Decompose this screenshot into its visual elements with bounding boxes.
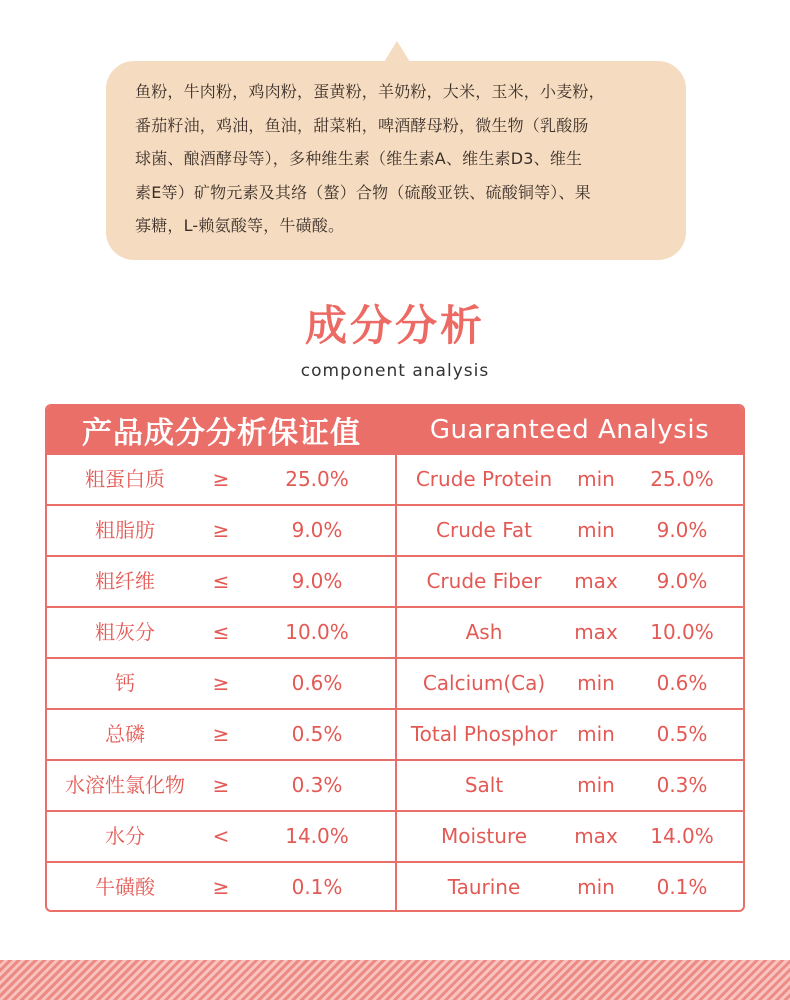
table-row (47, 861, 743, 912)
table-header (47, 406, 743, 453)
comparison-operator: ≥ (212, 467, 230, 491)
nutrient-value-en: 9.0% (656, 518, 708, 542)
min-max-label: max (574, 620, 618, 644)
nutrient-name-cn: 粗脂肪 (95, 518, 155, 542)
nutrient-name-cn: 水分 (105, 824, 145, 848)
striped-footer-band (0, 960, 790, 1000)
nutrient-value-en: 25.0% (650, 467, 714, 491)
comparison-operator: ≤ (212, 569, 230, 593)
table-body (47, 453, 743, 912)
table-header-en: Guaranteed Analysis (429, 414, 710, 445)
table-row (47, 708, 743, 759)
nutrient-value-cn: 25.0% (239, 455, 397, 504)
nutrient-value-en: 0.1% (656, 875, 708, 899)
nutrient-value-cn: 0.1% (239, 863, 397, 912)
guaranteed-analysis-table (45, 404, 745, 912)
nutrient-value-cn: 10.0% (239, 608, 397, 657)
nutrient-name-en: Total Phosphor (410, 722, 558, 746)
comparison-operator: ≥ (212, 671, 230, 695)
nutrient-value-cn: 0.5% (239, 710, 397, 759)
min-max-label: min (577, 671, 615, 695)
bubble-pointer (384, 41, 410, 62)
nutrient-name-cn: 粗蛋白质 (85, 467, 165, 491)
nutrient-name-cn: 牛磺酸 (95, 875, 155, 899)
table-row (47, 810, 743, 861)
nutrient-name-en: Crude Protein (415, 467, 553, 491)
min-max-label: max (574, 569, 618, 593)
nutrient-name-en: Calcium(Ca) (422, 671, 546, 695)
min-max-label: min (577, 773, 615, 797)
comparison-operator: < (212, 824, 230, 848)
nutrient-value-en: 10.0% (650, 620, 714, 644)
nutrient-name-cn: 总磷 (105, 722, 145, 746)
ingredients-line: 鱼粉，牛肉粉，鸡肉粉，蛋黄粉，羊奶粉，大米，玉米，小麦粉， (135, 82, 605, 101)
comparison-operator: ≥ (212, 518, 230, 542)
nutrient-value-en: 9.0% (656, 569, 708, 593)
min-max-label: min (577, 722, 615, 746)
table-row (47, 759, 743, 810)
ingredients-line: 球菌、酿酒酵母等），多种维生素（维生素A、维生素D3、维生 (135, 149, 583, 168)
nutrient-name-en: Crude Fiber (426, 569, 542, 593)
ingredients-bubble (106, 61, 686, 260)
min-max-label: min (577, 875, 615, 899)
nutrient-name-cn: 粗纤维 (95, 569, 155, 593)
nutrient-value-cn: 0.6% (239, 659, 397, 708)
nutrient-value-en: 0.3% (656, 773, 708, 797)
section-title-en: component analysis (300, 361, 490, 381)
table-row (47, 657, 743, 708)
table-row (47, 555, 743, 606)
nutrient-name-en: Crude Fat (436, 518, 532, 542)
nutrient-value-cn: 0.3% (239, 761, 397, 810)
nutrient-value-en: 14.0% (650, 824, 714, 848)
nutrient-name-en: Taurine (447, 875, 521, 899)
ingredients-line: 番茄籽油，鸡油，鱼油，甜菜粕，啤酒酵母粉，微生物（乳酸肠 (135, 115, 589, 135)
comparison-operator: ≤ (212, 620, 230, 644)
nutrient-name-en: Salt (464, 773, 504, 797)
section-title-cn: 成分分析 (304, 301, 485, 350)
nutrient-value-cn: 9.0% (239, 557, 397, 606)
table-row (47, 453, 743, 504)
nutrient-name-cn: 水溶性氯化物 (65, 773, 185, 797)
comparison-operator: ≥ (212, 875, 230, 899)
comparison-operator: ≥ (212, 773, 230, 797)
nutrient-value-en: 0.5% (656, 722, 708, 746)
ingredients-line: 素E等）矿物元素及其络（螯）合物（硫酸亚铁、硫酸铜等）、果 (135, 182, 591, 202)
nutrient-value-en: 0.6% (656, 671, 708, 695)
nutrient-name-cn: 粗灰分 (95, 620, 155, 644)
table-row (47, 606, 743, 657)
nutrient-name-cn: 钙 (115, 671, 135, 695)
min-max-label: min (577, 518, 615, 542)
min-max-label: max (574, 824, 618, 848)
nutrient-value-cn: 14.0% (239, 812, 397, 861)
comparison-operator: ≥ (212, 722, 230, 746)
table-row (47, 504, 743, 555)
min-max-label: min (577, 467, 615, 491)
nutrient-name-en: Moisture (440, 824, 528, 848)
nutrient-value-cn: 9.0% (239, 506, 397, 555)
nutrient-name-en: Ash (465, 620, 503, 644)
table-header-cn: 产品成分分析保证值 (82, 415, 361, 451)
ingredients-line: 寡糖，L-赖氨酸等，牛磺酸。 (135, 216, 345, 235)
